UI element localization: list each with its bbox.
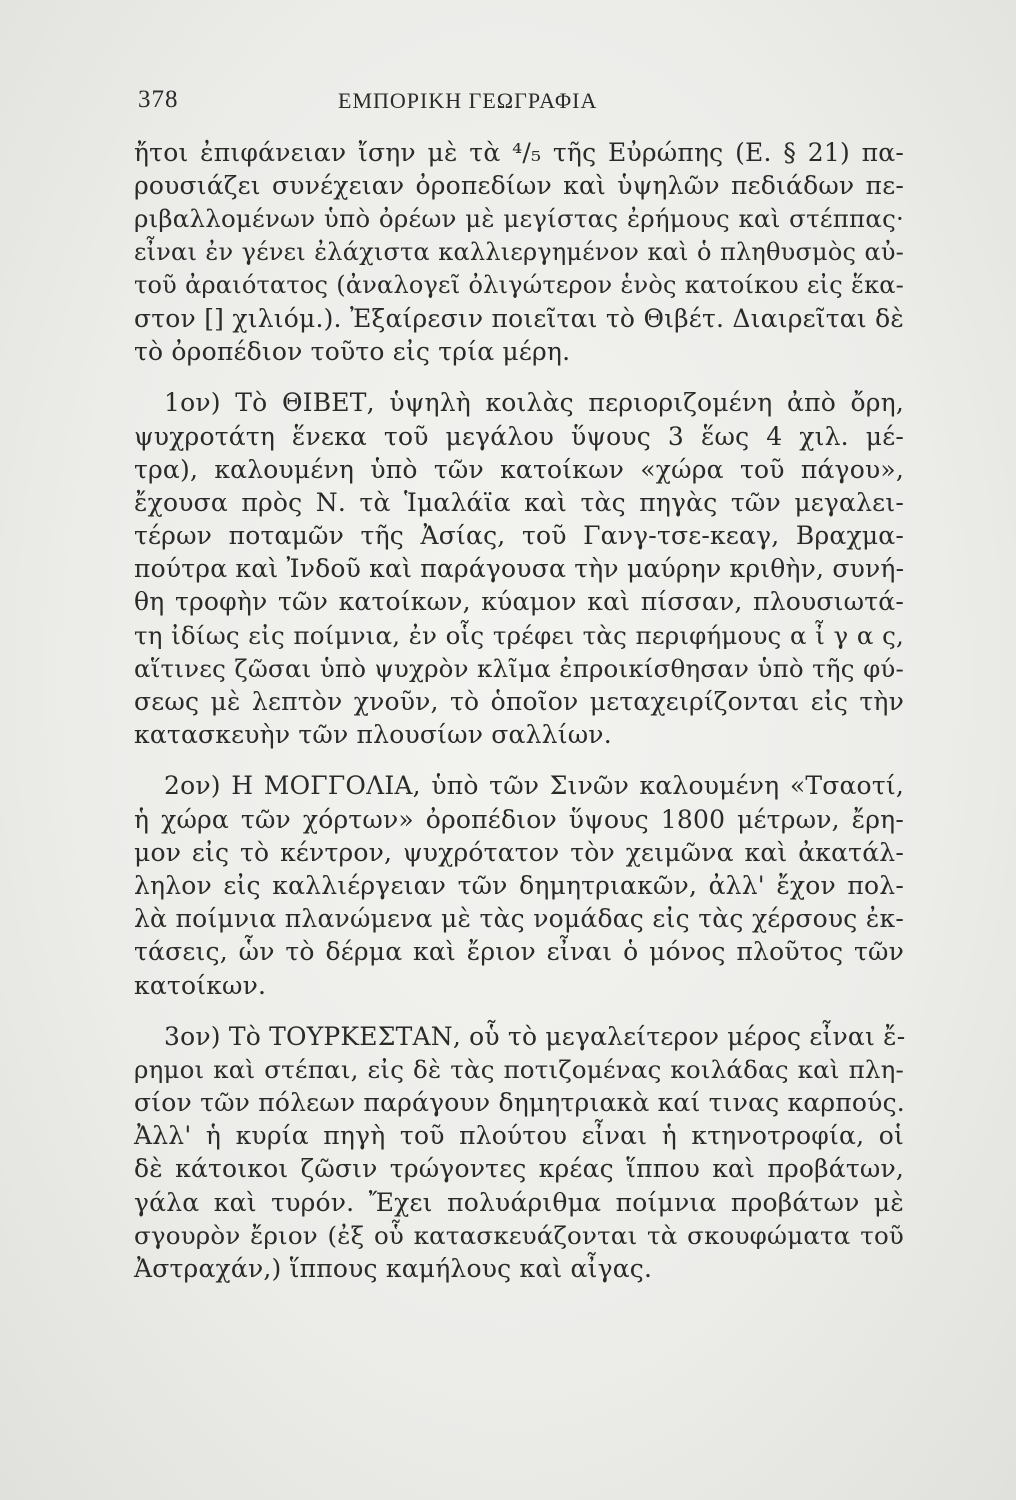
text-line: ληλον εἰς καλλιέργειαν τῶν δημητριακῶν, ἀλλ' ἔχον πολ- <box>134 870 904 900</box>
text-line: 1ον) Τὸ ΘΙΒΕΤ, ὑψηλὴ κοιλὰς περιοριζομένη ἀπὸ ὄρη, <box>164 388 904 418</box>
text-line: κατασκευὴν τῶν πλουσίων σαλλίων. <box>134 720 612 750</box>
text-line: πούτρα καὶ Ἰνδοῦ καὶ παράγουσα τὴν μαύρην κριθὴν, συνή- <box>134 554 905 584</box>
text-line: στον [] χιλιόμ.). Ἐξαίρεσιν ποιεῖται τὸ Θιβέτ. Διαιρεῖται δὲ <box>134 303 904 333</box>
page-header <box>138 86 898 126</box>
paragraph <box>134 136 904 368</box>
text-line: 3ον) Τὸ ΤΟΥΡΚΕΣΤΑΝ, οὗ τὸ μεγαλείτερον μέρος εἶναι ἔ- <box>164 1021 906 1051</box>
text-line: θη τροφὴν τῶν κατοίκων, κύαμον καὶ πίσσαν, πλουσιωτά- <box>134 587 904 617</box>
page-number: 378 <box>138 86 179 113</box>
text-line: 2ον) Η ΜΟΓΓΟΛΙΑ, ὑπὸ τῶν Σινῶν καλουμένη «Τσαοτί, <box>164 771 904 801</box>
text-line: αἵτινες ζῶσαι ὑπὸ ψυχρὸν κλῖμα ἐπροικίσθησαν ὑπὸ τῆς φύ- <box>134 653 904 683</box>
text-line: εἶναι ἐν γένει ἐλάχιστα καλλιεργημένον καὶ ὁ πληθυσμὸς αὐ- <box>134 237 904 266</box>
text-line: σγουρὸν ἔριον (ἐξ οὗ κατασκευάζονται τὰ σκουφώματα τοῦ <box>134 1220 904 1250</box>
text-line: τέρων ποταμῶν τῆς Ἀσίας, τοῦ Γανγ-τσε-κεαγ, Βραχμα- <box>134 521 904 551</box>
text-line: ἤτοι ἐπιφάνειαν ἴσην μὲ τὰ ⁴/₅ τῆς Εὐρώπης (Ε. § 21) πα- <box>134 138 904 167</box>
running-title: ΕΜΠΟΡΙΚΗ ΓΕΩΓΡΑΦΙΑ <box>338 88 598 113</box>
text-line: τρα), καλουμένη ὑπὸ τῶν κατοίκων «χώρα τοῦ πάγου», <box>134 454 904 484</box>
text-line: τὸ ὀροπέδιον τοῦτο εἰς τρία μέρη. <box>134 337 571 367</box>
text-line: ριβαλλομένων ὑπὸ ὀρέων μὲ μεγίστας ἐρήμους καὶ στέππας· <box>134 204 904 234</box>
text-line: ψυχροτάτη ἕνεκα τοῦ μεγάλου ὕψους 3 ἕως 4 χιλ. μέ- <box>134 421 904 451</box>
text-line: δὲ κάτοικοι ζῶσιν τρώγοντες κρέας ἵππου καὶ προβάτων, <box>134 1154 904 1184</box>
body-text <box>134 136 904 1285</box>
paragraph-mongolia <box>134 769 904 1001</box>
text-line: σίον τῶν πόλεων παράγουν δημητριακὰ καί τινας καρπούς. <box>134 1088 905 1118</box>
text-line: τάσεις, ὧν τὸ δέρμα καὶ ἔριον εἶναι ὁ μόνος πλοῦτος τῶν <box>134 937 904 967</box>
text-line: ἔχουσα πρὸς Ν. τὰ Ἱμαλάϊα καὶ τὰς πηγὰς τῶν μεγαλει- <box>134 487 904 517</box>
text-line: ρουσιάζει συνέχειαν ὀροπεδίων καὶ ὑψηλῶν πεδιάδων πε- <box>134 171 904 201</box>
text-line: ρημοι καὶ στέπαι, εἰς δὲ τὰς ποτιζομένας κοιλάδας καὶ πλη- <box>134 1054 904 1084</box>
text-line: ἡ χώρα τῶν χόρτων» ὀροπέδιον ὕψους 1800 μέτρων, ἔρη- <box>134 804 904 834</box>
text-line: τη ἰδίως εἰς ποίμνια, ἐν οἷς τρέφει τὰς περιφήμους α ἶ γ α ς, <box>134 620 904 650</box>
text-line: Ἀλλ' ἡ κυρία πηγὴ τοῦ πλούτου εἶναι ἡ κτηνοτροφία, οἱ <box>134 1121 904 1151</box>
text-line: γάλα καὶ τυρόν. Ἔχει πολυάριθμα ποίμνια προβάτων μὲ <box>134 1187 904 1217</box>
text-line: μον εἰς τὸ κέντρον, ψυχρότατον τὸν χειμῶνα καὶ ἀκατάλ- <box>134 837 904 867</box>
text-line: Ἀστραχάν,) ἵππους καμήλους καὶ αἶγας. <box>134 1254 653 1283</box>
text-line: κατοίκων. <box>134 970 267 1000</box>
text-line: σεως μὲ λεπτὸν χνοῦν, τὸ ὁποῖον μεταχειρίζονται εἰς τὴν <box>134 687 904 716</box>
text-line: τοῦ ἀραιότατος (ἀναλογεῖ ὀλιγώτερον ἑνὸς κατοίκου εἰς ἕκα- <box>134 270 904 299</box>
paragraph-tibet <box>134 386 904 751</box>
paragraph-turkestan <box>134 1020 904 1286</box>
text-line: λὰ ποίμνια πλανώμενα μὲ τὰς νομάδας εἰς τὰς χέρσους ἐκ- <box>134 904 904 934</box>
